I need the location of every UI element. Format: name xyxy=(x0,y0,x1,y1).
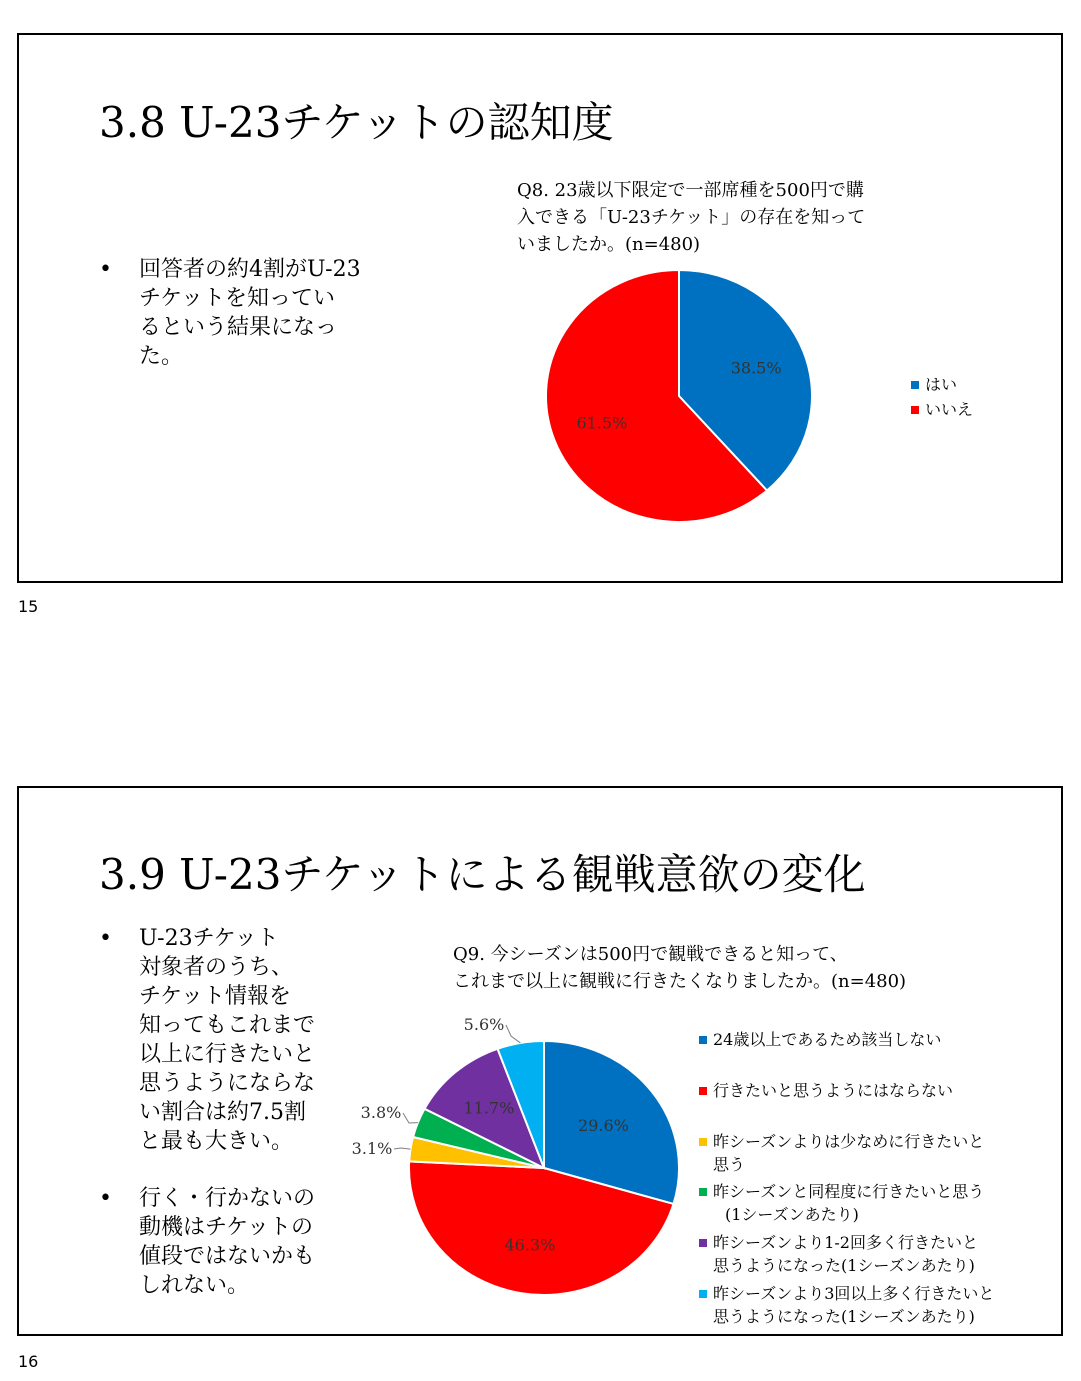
legend-label-line: 昨シーズンより1-2回多く行きたいと xyxy=(713,1233,978,1252)
legend-label-line: (1シーズンあたり) xyxy=(725,1205,859,1224)
data-label: 11.7% xyxy=(463,1098,515,1118)
legend-label: 行きたいと思うようにはならない xyxy=(713,1081,954,1100)
page-number: 16 xyxy=(18,1352,39,1371)
legend-label xyxy=(713,1231,978,1277)
bullet-line: チケットを知ってい xyxy=(139,286,336,311)
bullet-line: い割合は約7.5割 xyxy=(139,1100,306,1125)
slide-16 xyxy=(17,786,1063,1336)
chart-question xyxy=(517,177,865,258)
legend-label xyxy=(713,1180,984,1226)
bullet-line: 行く・行かないの xyxy=(139,1186,316,1211)
legend-swatch xyxy=(699,1087,707,1095)
slide-title: 3.8 U-23チケットの認知度 xyxy=(99,98,614,147)
data-label: 3.1% xyxy=(351,1139,393,1158)
bullet-line: と最も大きい。 xyxy=(139,1129,294,1154)
legend-swatch xyxy=(911,381,919,389)
bullet-line: チケット情報を xyxy=(139,984,292,1009)
data-label: 61.5% xyxy=(576,413,628,433)
legend-swatch xyxy=(699,1239,707,1247)
legend-swatch xyxy=(699,1036,707,1044)
bullet-line: るという結果になっ xyxy=(139,315,338,340)
question-line: いましたか。(n=480) xyxy=(517,234,701,255)
page-number: 15 xyxy=(18,597,39,616)
legend-label-line: 昨シーズンと同程度に行きたいと思う xyxy=(713,1182,985,1201)
slide-15 xyxy=(17,33,1063,583)
bullet-item xyxy=(99,255,361,371)
data-label: 38.5% xyxy=(730,358,782,378)
bullet-line: た。 xyxy=(139,344,184,369)
bullet-item xyxy=(99,1184,315,1300)
legend-swatch xyxy=(699,1138,707,1146)
bullet-line: 回答者の約4割がU-23 xyxy=(139,257,361,282)
leader-line xyxy=(506,1025,520,1043)
bullet-line: U-23チケット xyxy=(139,926,279,951)
bullet-list xyxy=(99,924,315,1300)
legend-label: はい xyxy=(925,375,958,394)
legend-label: 24歳以上であるため該当しない xyxy=(713,1030,942,1049)
leader-line xyxy=(403,1113,418,1123)
data-label: 5.6% xyxy=(463,1015,505,1034)
bullet-line: 以上に行きたいと xyxy=(139,1042,316,1067)
legend-label xyxy=(713,1130,984,1176)
slide-title: 3.9 U-23チケットによる観戦意欲の変化 xyxy=(99,850,866,899)
legend-label-line: 思うようになった(1シーズンあたり) xyxy=(713,1256,975,1275)
bullet-list xyxy=(99,255,361,371)
data-label: 3.8% xyxy=(360,1103,402,1122)
pie-chart-q8 xyxy=(544,267,814,525)
chart-question xyxy=(453,941,906,995)
bullet-dot-icon: • xyxy=(99,257,112,282)
bullet-line: 動機はチケットの xyxy=(139,1215,314,1240)
legend-label: いいえ xyxy=(925,400,974,419)
bullet-dot-icon: • xyxy=(99,1186,112,1211)
legend-label xyxy=(713,1282,994,1328)
question-line: 入できる「U-23チケット」の存在を知って xyxy=(517,207,866,228)
question-line: Q9. 今シーズンは500円で観戦できると知って、 xyxy=(453,944,848,965)
bullet-line: しれない。 xyxy=(139,1273,250,1298)
legend-label-line: 思うようになった(1シーズンあたり) xyxy=(713,1307,975,1326)
legend-swatch xyxy=(699,1188,707,1196)
legend-label-line: 思う xyxy=(713,1155,746,1174)
question-line: これまで以上に観戦に行きたくなりましたか。(n=480) xyxy=(453,971,907,992)
pie-chart-q9 xyxy=(339,1008,699,1308)
question-line: Q8. 23歳以下限定で一部席種を500円で購 xyxy=(517,180,864,201)
data-label: 29.6% xyxy=(578,1116,629,1136)
legend-swatch xyxy=(699,1290,707,1298)
leader-line xyxy=(394,1148,410,1149)
bullet-line: 値段ではないかも xyxy=(139,1244,316,1269)
legend-label-line: 昨シーズンより3回以上多く行きたいと xyxy=(713,1284,995,1303)
bullet-line: 対象者のうち、 xyxy=(139,955,294,980)
bullet-line: 思うようにならな xyxy=(139,1071,316,1096)
bullet-line: 知ってもこれまで xyxy=(139,1013,316,1038)
data-label: 46.3% xyxy=(504,1235,556,1255)
legend-swatch xyxy=(911,406,919,414)
bullet-item xyxy=(99,924,315,1156)
bullet-dot-icon: • xyxy=(99,926,112,951)
legend-label-line: 昨シーズンよりは少なめに行きたいと xyxy=(713,1132,985,1151)
